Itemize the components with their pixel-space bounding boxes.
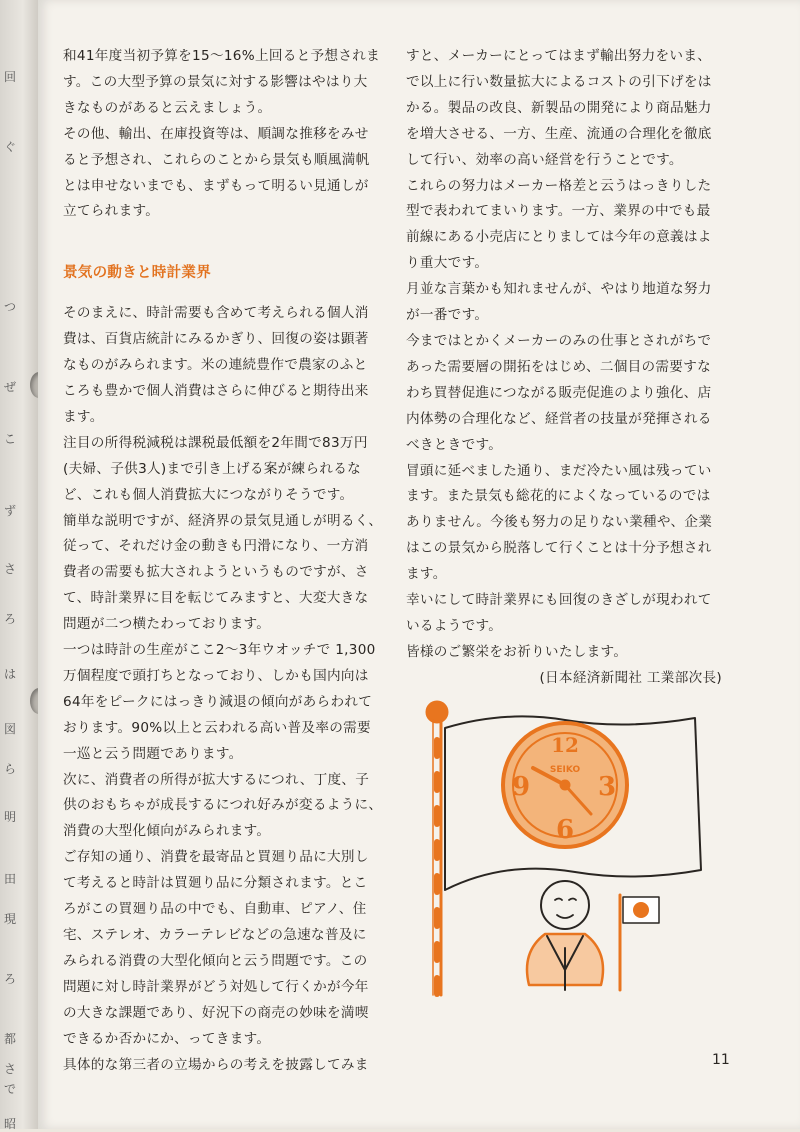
previous-page-gutter xyxy=(0,0,38,1129)
gutter-char: 回 xyxy=(4,70,17,84)
gutter-char: 都 xyxy=(4,1032,17,1046)
paragraph: すと、メーカーにとってはまず輸出努力をいま、 で以上に行い数量拡大によるコストの引下げをは かる。製品の改良、新製品の開発により商品魅力 を増大させる、一方、生産、流通の合理化を徹底 して行い、効率の高い経営を行うことです。 xyxy=(406,48,712,168)
left-column xyxy=(63,44,397,1078)
paragraph: ご存知の通り、消費を最寄品と買廻り品に大別し て考えると時計は買廻り品に分類されます。とこ ろがこの買廻り品の中でも、自動車、ピアノ、住 宅、ステレオ、カラーテレビなどの急速な普及に みられる消費の大型化傾向と云う問題です。この 問題に対し時計業界がどう対処して行くかが今年 の大きな課題であり、好況下の商売の妙味を満喫 できるか否かにか、ってきます。 xyxy=(63,849,369,1047)
paragraph: 和41年度当初予算を15〜16%上回ると予想されま す。この大型予算の景気に対する影響はやはり大 きなものがあると云えましょう。 xyxy=(63,48,380,116)
paragraph: 注目の所得税減税は課税最低額を2年間で83万円 (夫婦、子供3人)まで引き上げる案が練られるな ど、これも個人消費拡大につながりそうです。 xyxy=(63,434,368,503)
paragraph: 月並な言葉かも知れませんが、やはり地道な努力 が一番です。 xyxy=(406,281,712,324)
gutter-char: ぐ xyxy=(4,140,17,154)
gutter-char: は xyxy=(4,667,17,681)
paragraph: 皆様のご繁栄をお祈りいたします。 xyxy=(406,643,628,660)
paragraph: 次に、消費者の所得が拡大するにつれ、丁度、子 供のおもちゃが成長するにつれ好みが変るように、 消費の大型化傾向がみられます。 xyxy=(63,771,383,840)
gutter-char: ら xyxy=(4,762,17,776)
paragraph: その他、輸出、在庫投資等は、順調な推移をみせ ると予想され、これらのことから景気も順風満帆 とは申せないまでも、まずもって明るい見通しが 立てられます。 xyxy=(63,125,370,220)
gutter-char: ろ xyxy=(4,972,17,986)
gutter-char: さ xyxy=(4,562,17,576)
gutter-char: つ xyxy=(4,300,17,314)
clock-number-12: 12 xyxy=(551,733,579,757)
gutter-char: ぜ xyxy=(4,380,17,394)
paragraph: 一つは時計の生産がここ2〜3年ウオッチで 1,300 万個程度で頭打ちとなっており、しかも国内向は 64年をピークにはっきり減退の傾向があらわれて おります。90%以上と云われる高い普及率の需要 一巡と云う問題であります。 xyxy=(63,642,376,762)
paragraph: 今まではとかくメーカーのみの仕事とされがちで あった需要層の開拓をはじめ、二個目の需要すな わち買替促進につながる販売促進のより強化、店 内体勢の合理化など、経営者の技量が発揮される べきときです。 xyxy=(406,332,712,453)
gutter-char: ず xyxy=(4,504,17,518)
gutter-char: こ xyxy=(4,432,17,446)
paragraph: 幸いにして時計業界にも回復のきざしが現われて いるようです。 xyxy=(406,592,712,634)
clock-brand: SEIKO xyxy=(549,765,581,775)
gutter-char: 現 xyxy=(4,912,17,926)
paragraph: これらの努力はメーカー格差と云うはっきりした 型で表われてまいります。一方、業界の中でも最 前線にある小売店にとりましては今年の意義はよ り重大です。 xyxy=(406,177,712,272)
clock-number-9: 9 xyxy=(511,772,531,802)
clock-number-6: 6 xyxy=(555,815,575,845)
japan-flag-sun xyxy=(633,902,649,918)
section-heading: 景気の動きと時計業界 xyxy=(63,265,211,282)
gutter-char: 田 xyxy=(4,872,17,886)
flag-clock-illustration xyxy=(415,690,715,1000)
boy-figure xyxy=(527,881,603,990)
paragraph: 具体的な第三者の立場からの考えを披露してみま xyxy=(63,1056,369,1073)
paragraph: 簡単な説明ですが、経済界の景気見通しが明るく、 従って、それだけ金の動きも円滑になり、一方消 費者の需要も拡大されようというものですが、さ て、時計業界に目を転じてみますと、大変大きな 問題が二つ横たわっております。 xyxy=(63,512,383,633)
paragraph: 冒頭に延べました通り、まだ冷たい風は残ってい ます。また景気も総花的によくなっているのでは ありません。今後も努力の足りない業種や、企業 はこの景気から脱落して行くことは十分予想され ます。 xyxy=(406,462,713,583)
page-number: 11 xyxy=(712,1052,730,1068)
gutter-char: 昭 xyxy=(4,1117,17,1131)
pole-top-ball xyxy=(427,702,447,722)
gutter-char: 明 xyxy=(4,810,17,824)
gutter-char: さ xyxy=(4,1062,17,1076)
clock-number-3: 3 xyxy=(597,772,617,802)
right-column xyxy=(406,44,722,692)
gutter-char: ろ xyxy=(4,612,17,626)
gutter-char: で xyxy=(4,1082,17,1096)
gutter-char: 図 xyxy=(4,722,17,736)
author-credit: (日本経済新聞社 工業部次長) xyxy=(539,669,722,686)
paragraph: そのまえに、時計需要も含めて考えられる個人消 費は、百貨店統計にみるかぎり、回復の姿は顕著 なものがみられます。米の連続豊作で農家のふと ころも豊かで個人消費はさらに伸びると期待出来 ます。 xyxy=(63,305,369,425)
